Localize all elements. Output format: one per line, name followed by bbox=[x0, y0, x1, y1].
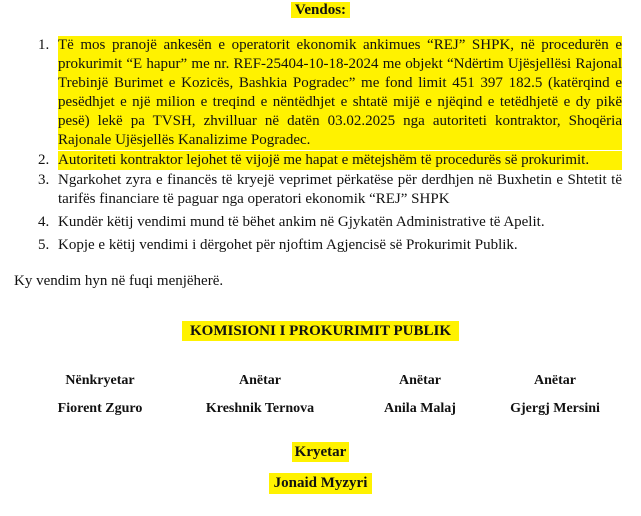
decision-text: Kundër këtij vendimi mund të bëhet ankim në Gjykatën Administrative të Apelit. bbox=[58, 214, 545, 230]
closing-statement: Ky vendim hyn në fuqi menjëherë. bbox=[14, 273, 224, 289]
decision-item-4 bbox=[18, 213, 622, 232]
heading-text: Vendos: bbox=[291, 2, 350, 18]
member-column bbox=[170, 371, 350, 418]
decision-text: Të mos pranojë ankesën e operatorit ekonomik ankimues “REJ” SHPK, në procedurën e prokurimit “E hapur” me nr. REF-25404-10-18-2024 me objekt “Ndërtim Ujësjellësi Rajonal Trebinjë Burimet e Kozicës, Bashkia Pogradec” me fond limit 451 397 182.5 (katërqind e pesëdhjet e një milion e treqind e nëntëdhjet e shtatë mijë e njëqind e tetëdhjetë e dy pikë pesë) lekë pa TVSH, zhvilluar në datën 03.02.2025 nga autoriteti kontraktor, Shoqëria Rajonale Ujësjellës Kanalizime Pogradec. bbox=[58, 37, 622, 148]
commission-members bbox=[30, 371, 620, 418]
member-name: Fiorent Zguro bbox=[57, 401, 143, 416]
decision-number: 1. bbox=[38, 37, 50, 53]
member-role: Anëtar bbox=[399, 373, 441, 388]
decision-item-3 bbox=[18, 171, 622, 209]
member-column bbox=[30, 371, 170, 418]
decision-number: 2. bbox=[38, 152, 50, 168]
commission-heading bbox=[0, 323, 641, 340]
decision-list bbox=[18, 36, 622, 255]
decision-number: 3. bbox=[38, 172, 50, 188]
member-role: Anëtar bbox=[534, 373, 576, 388]
chair-name: Jonaid Myzyri bbox=[269, 473, 373, 494]
decision-item-2 bbox=[18, 151, 622, 170]
decision-number: 4. bbox=[38, 214, 50, 230]
decision-text: Ngarkohet zyra e financës të kryejë veprimet përkatëse për derdhjen në Buxhetin e Shtetit të tarifës financiare të paguar nga operatori ekonomik “REJ” SHPK bbox=[58, 172, 622, 207]
member-role: Anëtar bbox=[239, 373, 281, 388]
chair-block bbox=[0, 444, 641, 494]
member-column bbox=[490, 371, 620, 418]
commission-title: KOMISIONI I PROKURIMIT PUBLIK bbox=[182, 321, 459, 341]
chair-role: Kryetar bbox=[292, 442, 350, 462]
decision-item-5 bbox=[18, 236, 622, 255]
decision-heading bbox=[0, 2, 641, 19]
decision-text: Kopje e këtij vendimi i dërgohet për njoftim Agjencisë së Prokurimit Publik. bbox=[58, 237, 518, 253]
member-name: Kreshnik Ternova bbox=[205, 401, 315, 416]
member-role: Nënkryetar bbox=[65, 373, 135, 388]
member-name: Anila Malaj bbox=[384, 401, 456, 416]
decision-text: Autoriteti kontraktor lejohet të vijojë me hapat e mëtejshëm të procedurës së prokurimit. bbox=[58, 151, 622, 170]
decision-number: 5. bbox=[38, 237, 50, 253]
decision-item-1 bbox=[18, 36, 622, 150]
member-name: Gjergj Mersini bbox=[510, 401, 600, 416]
member-column bbox=[350, 371, 490, 418]
